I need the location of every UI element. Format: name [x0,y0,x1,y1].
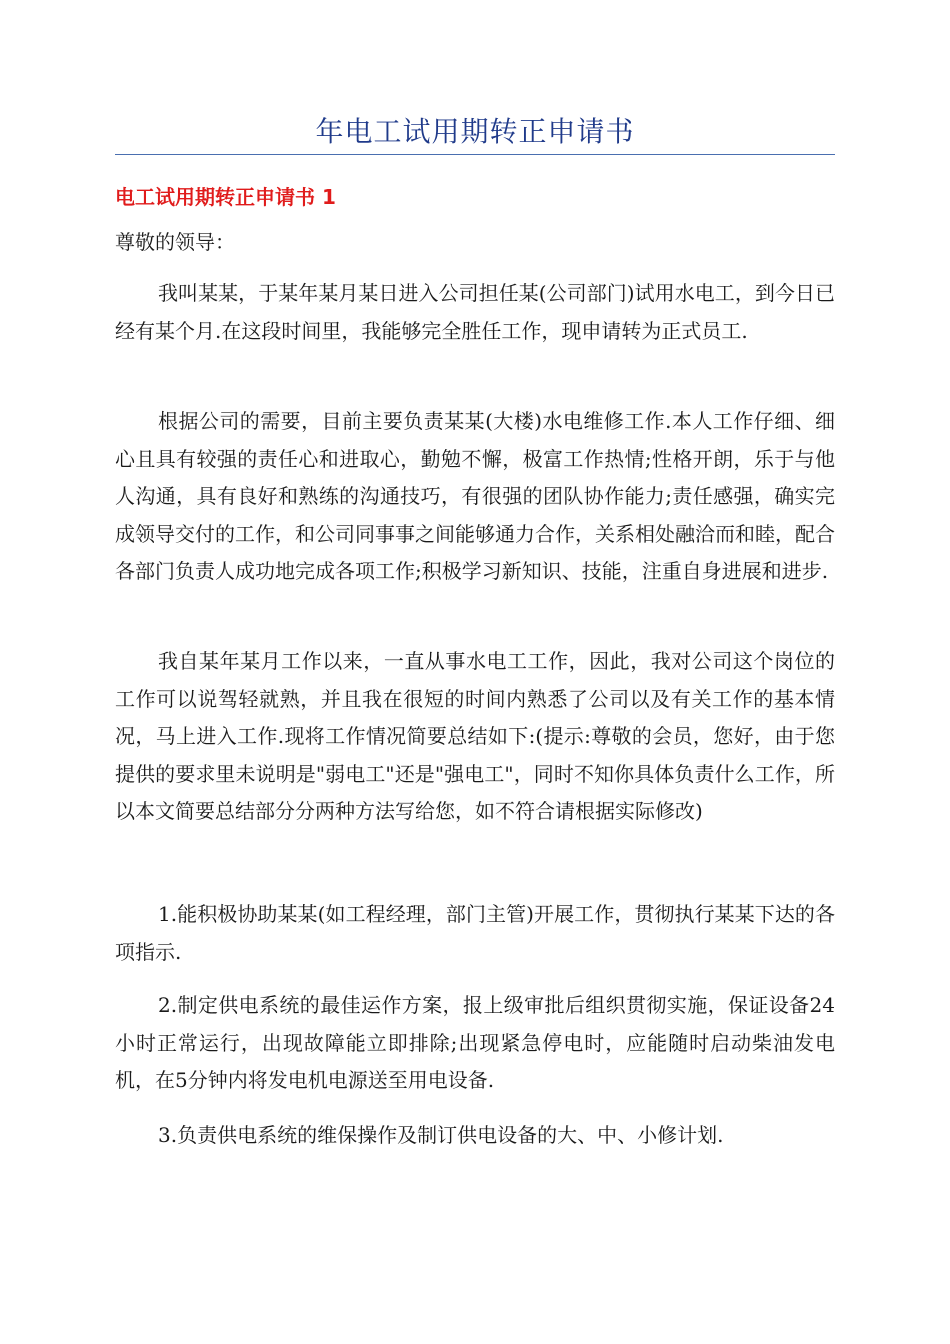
salutation: 尊敬的领导： [115,230,235,254]
title-divider [115,154,835,155]
paragraph-summary: 我自某年某月工作以来，一直从事水电工工作，因此，我对公司这个岗位的工作可以说驾轻就熟，并且我在很短的时间内熟悉了公司以及有关工作的基本情况，马上进入工作.现将工作情况简要总结如下:(提示:尊敬的会员，您好，由于您提供的要求里未说明是"弱电工"还是"强电工"，同时不知你具体负责什么工作，所以本文简要总结部分分两种方法写给您，如不符合请根据实际修改) [115,649,835,823]
document-title: 年电工试用期转正申请书 [315,115,635,148]
paragraph-duties: 根据公司的需要，目前主要负责某某(大楼)水电维修工作.本人工作仔细、细心且具有较强的责任心和进取心，勤勉不懈，极富工作热情;性格开朗，乐于与他人沟通，具有良好和熟练的沟通技巧，有很强的团队协作能力;责任感强，确实完成领导交付的工作，和公司同事事之间能够通力合作，关系相处融洽而和睦，配合各部门负责人成功地完成各项工作;积极学习新知识、技能，注重自身进展和进步. [115,409,835,583]
list-item-2: 2.制定供电系统的最佳运作方案，报上级审批后组织贯彻实施，保证设备24小时正常运行，出现故障能立即排除;出现紧急停电时，应能随时启动柴油发电机，在5分钟内将发电机电源送至用电设备. [115,993,835,1092]
list-item-3: 3.负责供电系统的维保操作及制订供电设备的大、中、小修计划. [158,1123,724,1147]
list-item-1: 1.能积极协助某某(如工程经理，部门主管)开展工作，贯彻执行某某下达的各项指示. [115,902,835,964]
section-heading: 电工试用期转正申请书 1 [115,185,336,209]
paragraph-intro: 我叫某某，于某年某月某日进入公司担任某(公司部门)试用水电工，到今日已经有某个月.在这段时间里，我能够完全胜任工作，现申请转为正式员工. [115,281,835,343]
